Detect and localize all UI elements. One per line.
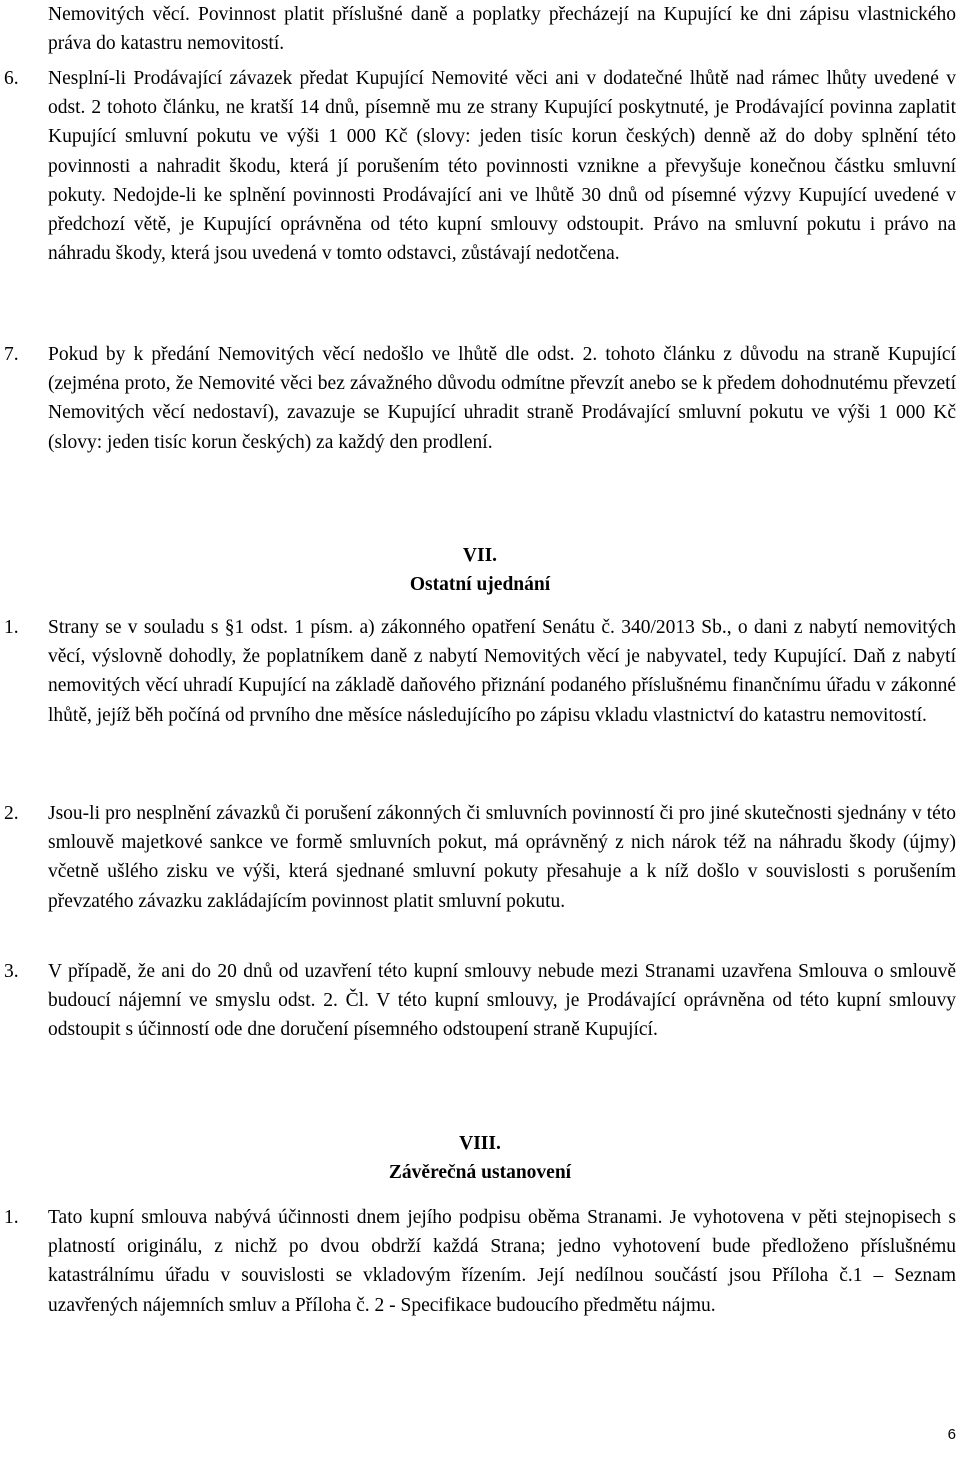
section-title: Ostatní ujednání [409,574,551,595]
page-number: 6 [947,1426,956,1443]
list-item-number: 6. [4,68,19,89]
list-item [4,64,956,268]
list-item-text: Nesplní-li Prodávající závazek předat Kupující Nemovité věci ani v dodatečné lhůtě nad rámec lhůty uvedené v odst. 2 tohoto článku, ne kratší 14 dnů, písemně mu ze strany Kupující poskytnuté, je Prodávající povinna zaplatit Kupující smluvní pokutu ve výši 1 000 Kč (slovy: jeden tisíc korun českých) denně až do doby splnění této povinnosti a nahradit škodu, která jí porušením této povinnosti vznikne a převyšuje konečnou částku smluvní pokuty. Nedojde-li ke splnění povinnosti Prodávající ani ve lhůtě 30 dnů od písemné výzvy Kupující uvedené v předchozí větě, je Kupující oprávněna od této kupní smlouvy odstoupit. Právo na smluvní pokutu i právo na náhradu škody, která jsou uvedená v tomto odstavci, zůstávají nedotčena. [48,68,956,265]
section-roman-numeral: VIII. [459,1133,501,1154]
list-item [4,613,956,730]
list-item [4,957,956,1045]
section-title: Závěrečná ustanovení [388,1162,572,1183]
list-item [4,340,956,457]
section-roman-numeral: VII. [462,545,498,566]
list-item-text: Pokud by k předání Nemovitých věcí nedošlo ve lhůtě dle odst. 2. tohoto článku z důvodu na straně Kupující (zejména proto, že Nemovité věci bez závažného důvodu odmítne převzít anebo se k předem dohodnutému převzetí Nemovitých věcí nedostaví), zavazuje se Kupující uhradit straně Prodávající smluvní pokutu ve výši 1 000 Kč (slovy: jeden tisíc korun českých) za každý den prodlení. [48,344,956,453]
list-item-text: Tato kupní smlouva nabývá účinnosti dnem jejího podpisu oběma Stranami. Je vyhotovena v pěti stejnopisech s platností originálu, z nichž po dvou obdrží každá Strana; jedno vyhotovení bude předloženo příslušnému katastrálnímu úřadu v souvislosti se vkladovým řízením. Její nedílnou součástí jsou Příloha č.1 – Seznam uzavřených nájemních smluv a Příloha č. 2 - Specifikace budoucího předmětu nájmu. [48,1207,956,1316]
list-item-number: 1. [4,617,19,638]
list-item [4,1203,956,1320]
list-item [4,799,956,916]
list-item-text: V případě, že ani do 20 dnů od uzavření této kupní smlouvy nebude mezi Stranami uzavřena Smlouva o smlouvě budoucí nájemní ve smyslu odst. 2. Čl. V této kupní smlouvy, je Prodávající oprávněna od této kupní smlouvy odstoupit s účinností ode dne doručení písemného odstoupení straně Kupující. [48,961,956,1041]
list-item-text: Jsou-li pro nesplnění závazků či porušení zákonných či smluvních povinností či pro jiné skutečnosti sjednány v této smlouvě majetkové sankce ve formě smluvních pokut, má oprávněný z nich nárok též na náhradu škody (újmy) včetně ušlého zisku ve výši, která sjednané smluvní pokuty přesahuje a k níž došlo v souvislosti s porušením převzatého závazku zakládajícím povinnost platit smluvní pokutu. [48,803,956,912]
list-item-number: 7. [4,344,19,365]
list-item-number: 1. [4,1207,19,1228]
list-item-number: 2. [4,803,19,824]
list-item-number: 3. [4,961,19,982]
intro-paragraph [48,0,956,58]
list-item-text: Strany se v souladu s §1 odst. 1 písm. a) zákonného opatření Senátu č. 340/2013 Sb., o dani z nabytí nemovitých věcí, výslovně dohodly, že poplatníkem daně z nabytí Nemovitých věcí je nabyvatel, tedy Kupující. Daň z nabytí nemovitých věcí uhradí Kupující na základě daňového přiznání podaného příslušnému finančnímu úřadu v zákonné lhůtě, jejíž běh počíná od prvního dne měsíce následujícího po zápisu vkladu vlastnictví do katastru nemovitostí. [48,617,956,726]
intro-text: Nemovitých věcí. Povinnost platit příslušné daně a poplatky přecházejí na Kupující ke dni zápisu vlastnického práva do katastru nemovitostí. [48,4,956,55]
